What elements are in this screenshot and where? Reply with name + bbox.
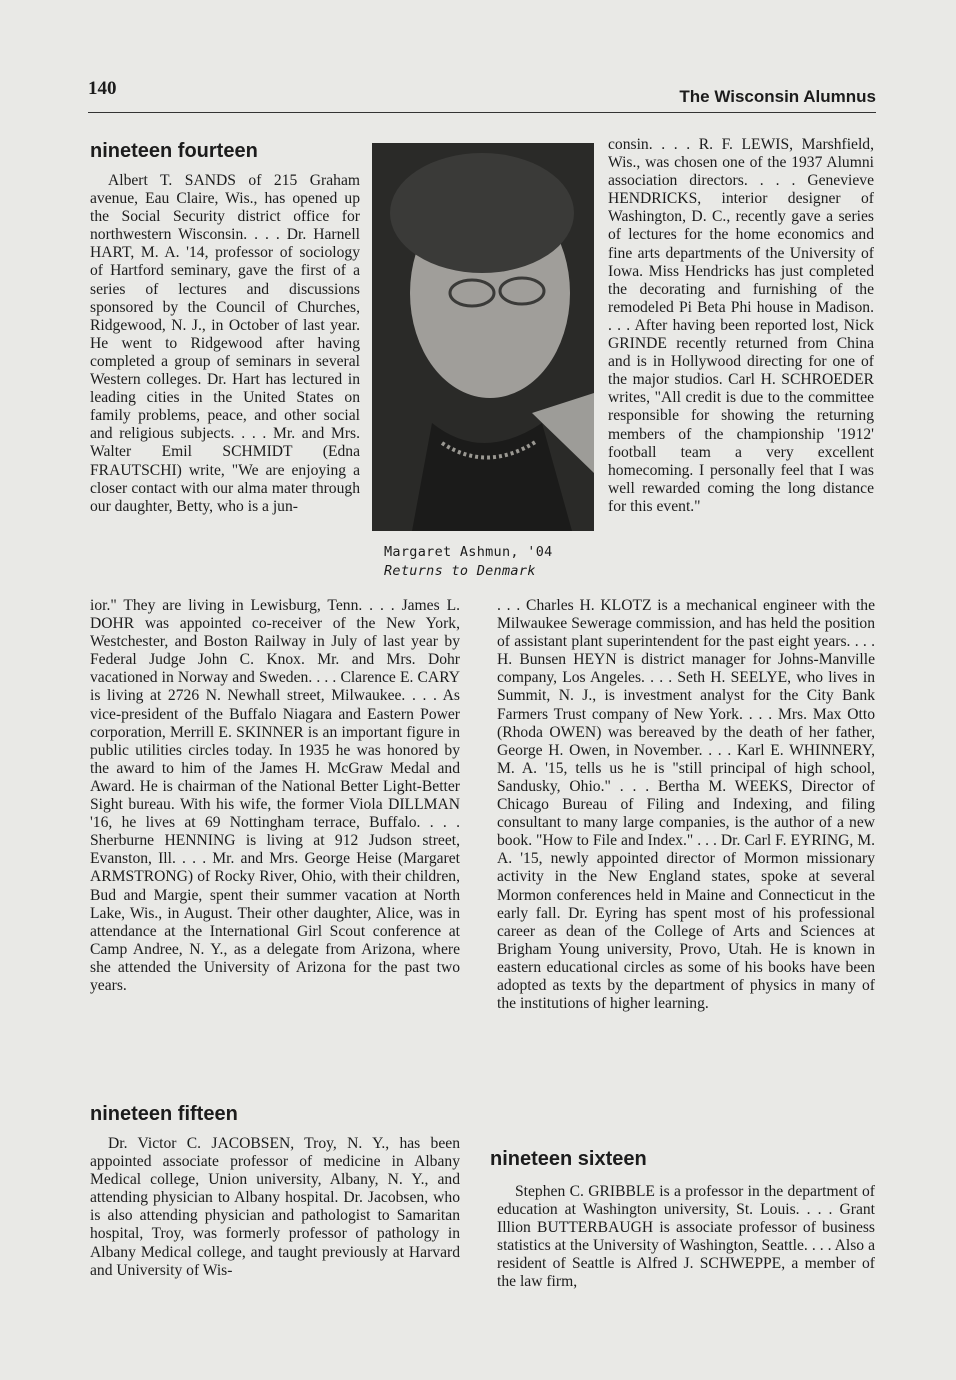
paragraph-right-top: consin. . . . R. F. LEWIS, Marshfield, Wis., was chosen one of the 1937 Alumni association directors. . . . Genevieve HENDRICKS, interior designer of Washington, D. C., recently gave a series of lectures for the home economics and fine arts departments of the University of Iowa. Miss Hendricks has just completed the decorating and furnishing of the remodeled Pi Beta Phi house in Madison. . . . After having been reported lost, Nick GRINDE recently returned from China and is in Hollywood directing for one of the major studios. Carl H. SCHROEDER writes, "All credit is due to the committee responsible for showing the returning members of the championship '1912' football team a very excellent homecoming. I personally feel that I was well rewarded coming the long distance for this event." xyxy=(608,136,874,515)
paragraph-1914-b: ior." They are living in Lewisburg, Tenn. . . . James L. DOHR was appointed co-receiver of the New York, Westchester, and Boston Railway in July of last year by Federal Judge John C. Knox. Mr. and Mrs. Dohr vacationed in Norway and Sweden. . . . Clarence E. CARY is living at 2726 N. Newhall street, Milwaukee. . . . As vice-president of the Buffalo Niagara and Eastern Power corporation, Merrill E. SKINNER is an important figure in public utilities circles today. In 1935 he was honored by the award to him of the James H. McGraw Medal and Award. He is chairman of the National Better Light-Better Sight bureau. With his wife, the former Viola DILLMAN '16, he lives at 69 Nottingham terrace, Buffalo. . . . Sherburne HENNING is living at 912 Judson street, Evanston, Ill. . . . Mr. and Mrs. George Heise (Margaret ARMSTRONG) of Rocky River, Ohio, with their children, Bud and Margie, spent their summer vacation at North Lake, Wis., in August. Their other daughter, Alice, was in attendance at the International Girl Scout conference at Camp Andree, N. Y., as a delegate from Arizona, where she attended the University of Arizona for the past two years. xyxy=(90,597,460,994)
paragraph-1916: Stephen C. GRIBBLE is a professor in the department of education at Washington university, St. Louis. . . . Grant Illion BUTTERBAUGH is associate professor of business statistics at the University of Washington, Seattle. . . . Also a resident of Seattle is Alfred J. SCHWEPPE, a member of the law firm, xyxy=(497,1183,875,1291)
section-heading-1916: nineteen sixteen xyxy=(490,1148,647,1170)
column-left-top xyxy=(90,172,360,516)
column-left-main xyxy=(90,597,460,995)
running-head: The Wisconsin Alumnus xyxy=(679,87,876,106)
section-heading-1914: nineteen fourteen xyxy=(90,140,258,162)
paragraph-1915: Dr. Victor C. JACOBSEN, Troy, N. Y., has been appointed associate professor of medicine in Albany Medical college, Union university, Albany, N. Y., and attending physician to Albany hospital. Dr. Jacobsen, who is also attending physician and pathologist to Samaritan hospital, Troy, was formerly professor of pathology in Albany Medical college, and taught previously at Harvard and University of Wis- xyxy=(90,1135,460,1279)
section-heading-1915: nineteen fifteen xyxy=(90,1103,238,1125)
column-left-1915 xyxy=(90,1135,460,1280)
photo-caption xyxy=(384,543,584,581)
page-number: 140 xyxy=(88,78,117,99)
caption-name: Margaret Ashmun, '04 xyxy=(384,544,553,560)
portrait-photo xyxy=(372,143,594,531)
paragraph-right-main: . . . Charles H. KLOTZ is a mechanical engineer with the Milwaukee Sewerage commission, and has held the position of assistant plant superintendent for the past eight years. . . . H. Bunsen HEYN is district manager for Johns-Manville company, Los Angeles. . . . Seth H. SEELYE, who lives in Summit, N. J., is investment analyst for the City Bank Farmers Trust company of New York. . . . Mrs. Max Otto (Rhoda OWEN) was bereaved by the death of her father, George H. Owen, in November. . . . Karl E. WHINNERY, M. A. '15, tells us he is "still principal of high school, Sandusky, Ohio." . . . Bertha M. WEEKS, Director of Chicago Bureau of Filing and Indexing, and filing consultant to many large companies, is the author of a new book. "How to File and Index." . . . Dr. Carl F. EYRING, M. A. '15, newly appointed director of Mormon missionary activity in the New England states, spoke at several Mormon conferences held in Maine and Connecticut in the early fall. Dr. Eyring has spent most of his professional career as dean of the College of Arts and Sciences at Brigham Young university, Provo, Utah. He is known in eastern educational circles as some of his books have been adopted as texts by the department of physics in many of the institutions of higher learning. xyxy=(497,597,875,1013)
caption-subtitle: Returns to Denmark xyxy=(384,563,536,579)
column-right-1916 xyxy=(497,1183,875,1292)
column-right-top xyxy=(608,136,874,516)
column-right-main xyxy=(497,597,875,1013)
paragraph-1914-a: Albert T. SANDS of 215 Graham avenue, Eau Claire, Wis., has opened up the Social Security district office for northwestern Wisconsin. . . . Dr. Harnell HART, M. A. '14, professor of sociology of Hartford seminary, gave the first of a series of lectures and discussions sponsored by the Council of Churches, Ridgewood, N. J., in October of last year. He went to Ridgewood after having completed a group of seminars in several Western colleges. Dr. Hart has lectured in leading cities in the United States on family problems, peace, and other social and religious subjects. . . . Mr. and Mrs. Walter Emil SCHMIDT (Edna FRAUTSCHI) write, "We are enjoying a closer contact with our alma mater through our daughter, Betty, who is a jun- xyxy=(90,172,360,515)
page-header xyxy=(88,78,876,113)
